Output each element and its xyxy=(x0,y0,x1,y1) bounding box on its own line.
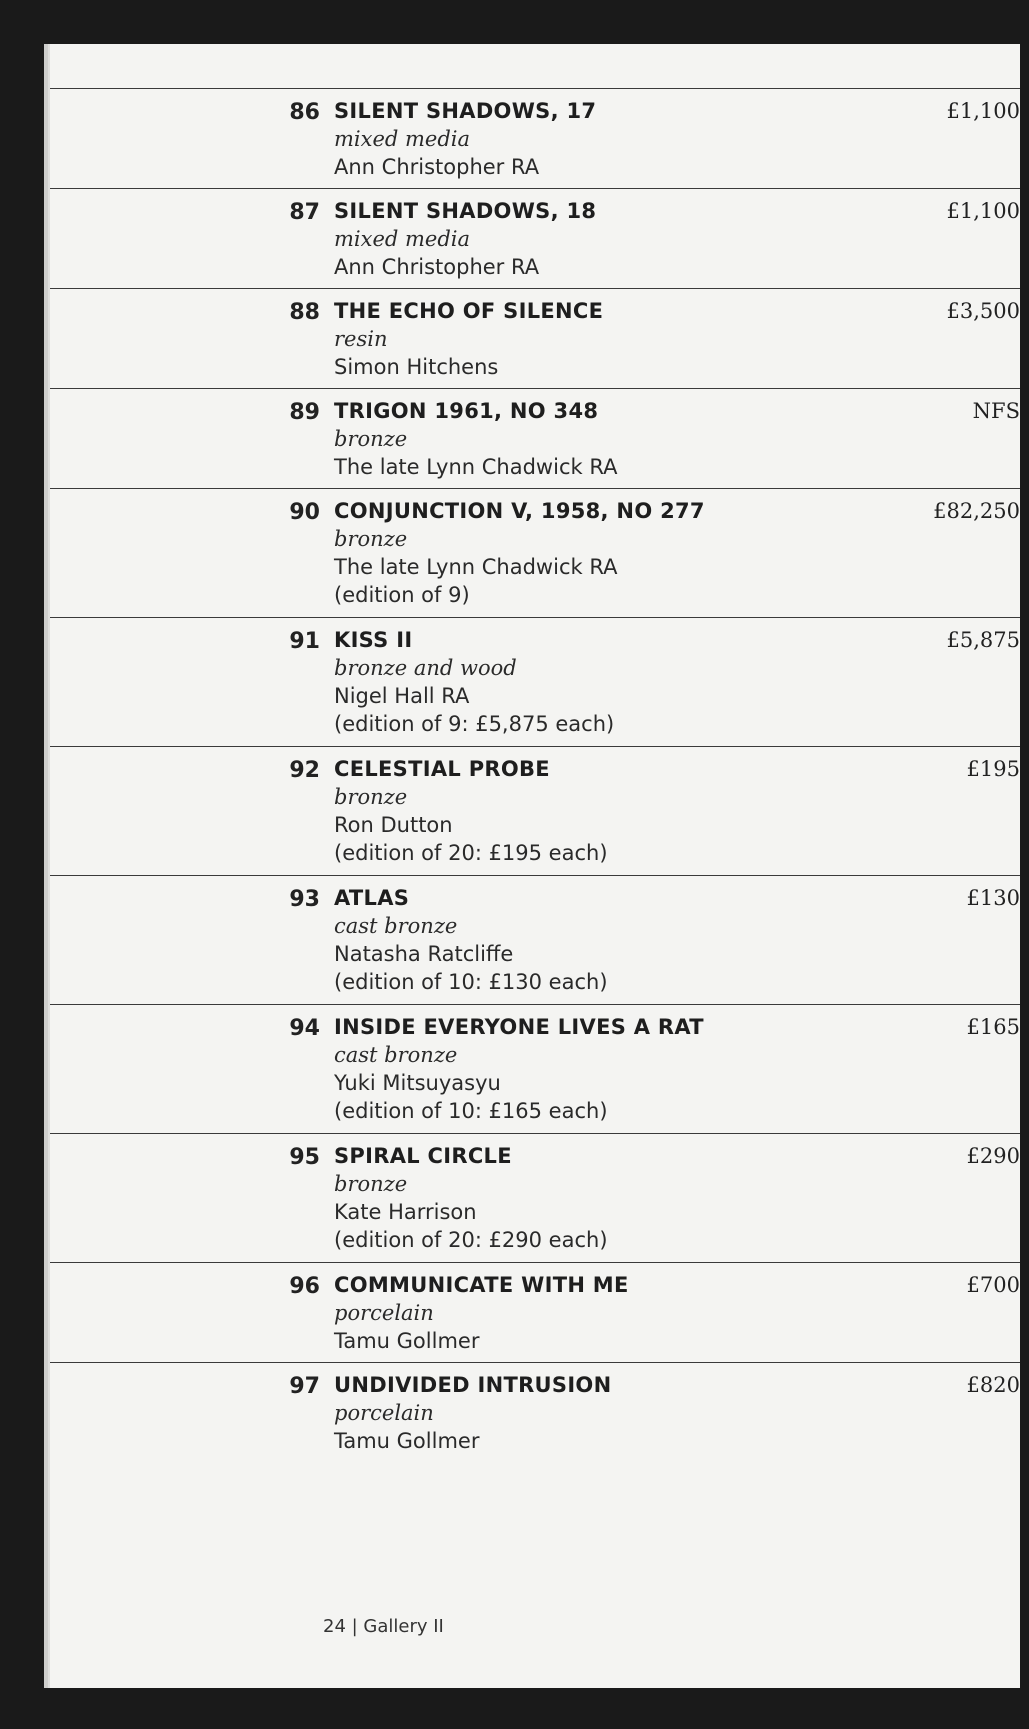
entry-artist: Nigel Hall RA xyxy=(334,684,470,708)
page-footer: 24 | Gallery II xyxy=(323,1616,444,1637)
entry-number: 94 xyxy=(289,1016,320,1041)
catalogue-entry-90 xyxy=(50,488,1020,617)
catalogue-entry-95 xyxy=(50,1133,1020,1262)
catalogue-page xyxy=(50,44,1020,1688)
entry-title: THE ECHO OF SILENCE xyxy=(334,299,604,323)
entry-edition: (edition of 20: £195 each) xyxy=(334,841,608,865)
entry-number: 95 xyxy=(289,1145,320,1170)
entry-artist: The late Lynn Chadwick RA xyxy=(334,555,618,579)
catalogue-entry-91 xyxy=(50,617,1020,746)
entry-artist: Yuki Mitsuyasyu xyxy=(334,1071,501,1095)
entry-price: £130 xyxy=(966,886,1020,910)
entry-body xyxy=(334,626,614,738)
entry-number: 90 xyxy=(289,500,320,525)
entry-number: 89 xyxy=(289,400,320,425)
entry-number: 93 xyxy=(289,887,320,912)
entry-artist: Kate Harrison xyxy=(334,1200,477,1224)
entry-edition: (edition of 10: £130 each) xyxy=(334,970,608,994)
entry-number: 92 xyxy=(289,758,320,783)
catalogue-entry-86 xyxy=(50,88,1020,188)
entry-body xyxy=(334,755,608,867)
entry-artist: Ann Christopher RA xyxy=(334,255,540,279)
entry-artist: Tamu Gollmer xyxy=(334,1429,480,1453)
entry-medium: bronze xyxy=(334,1172,408,1196)
entry-artist: The late Lynn Chadwick RA xyxy=(334,455,618,479)
entry-artist: Ann Christopher RA xyxy=(334,155,540,179)
entry-price: £165 xyxy=(966,1015,1020,1039)
entry-price: £3,500 xyxy=(946,299,1020,323)
entry-number: 96 xyxy=(289,1274,320,1299)
entry-edition: (edition of 10: £165 each) xyxy=(334,1099,608,1123)
entry-title: SILENT SHADOWS, 18 xyxy=(334,199,597,223)
catalogue-entry-87 xyxy=(50,188,1020,288)
entry-title: CELESTIAL PROBE xyxy=(334,757,550,781)
entry-number: 86 xyxy=(289,100,320,125)
entry-body xyxy=(334,1271,629,1355)
entry-medium: porcelain xyxy=(334,1401,434,1425)
entry-body xyxy=(334,197,596,281)
entry-title: CONJUNCTION V, 1958, NO 277 xyxy=(334,499,705,523)
entry-edition: (edition of 9) xyxy=(334,583,470,607)
entry-artist: Simon Hitchens xyxy=(334,355,499,379)
entry-medium: cast bronze xyxy=(334,1043,458,1067)
catalogue-entry-89 xyxy=(50,388,1020,488)
catalogue-entry-96 xyxy=(50,1262,1020,1362)
entry-price: £1,100 xyxy=(946,199,1020,223)
entry-title: TRIGON 1961, NO 348 xyxy=(334,399,599,423)
entry-medium: bronze xyxy=(334,785,408,809)
catalogue-entry-94 xyxy=(50,1004,1020,1133)
catalogue-entry-93 xyxy=(50,875,1020,1004)
entry-price: £5,875 xyxy=(946,628,1020,652)
entry-number: 91 xyxy=(289,629,320,654)
entry-medium: bronze xyxy=(334,527,408,551)
entry-price: £1,100 xyxy=(946,99,1020,123)
entry-body xyxy=(334,884,608,996)
entry-title: INSIDE EVERYONE LIVES A RAT xyxy=(334,1015,704,1039)
entry-number: 88 xyxy=(289,300,320,325)
entry-price: £195 xyxy=(966,757,1020,781)
entry-artist: Natasha Ratcliffe xyxy=(334,942,514,966)
entry-medium: bronze xyxy=(334,427,408,451)
entry-body xyxy=(334,1371,611,1455)
entry-medium: resin xyxy=(334,327,388,351)
entry-title: SPIRAL CIRCLE xyxy=(334,1144,512,1168)
entry-title: KISS II xyxy=(334,628,413,652)
entry-body xyxy=(334,1013,704,1125)
entry-medium: porcelain xyxy=(334,1301,434,1325)
entry-price: £820 xyxy=(966,1373,1020,1397)
entry-title: ATLAS xyxy=(334,886,410,910)
entry-price: £290 xyxy=(966,1144,1020,1168)
entry-title: COMMUNICATE WITH ME xyxy=(334,1273,629,1297)
entry-price: £82,250 xyxy=(933,499,1020,523)
entry-edition: (edition of 20: £290 each) xyxy=(334,1228,608,1252)
entry-medium: mixed media xyxy=(334,127,471,151)
entry-artist: Tamu Gollmer xyxy=(334,1329,480,1353)
entry-title: UNDIVIDED INTRUSION xyxy=(334,1373,612,1397)
entry-artist: Ron Dutton xyxy=(334,813,453,837)
entry-title: SILENT SHADOWS, 17 xyxy=(334,99,597,123)
catalogue-entry-97 xyxy=(50,1362,1020,1462)
entry-edition: (edition of 9: £5,875 each) xyxy=(334,712,615,736)
entry-medium: cast bronze xyxy=(334,914,458,938)
entry-price: NFS xyxy=(972,399,1020,423)
entry-body xyxy=(334,397,617,481)
catalogue-entry-92 xyxy=(50,746,1020,875)
entry-medium: bronze and wood xyxy=(334,656,517,680)
entry-number: 87 xyxy=(289,200,320,225)
catalogue-entry-88 xyxy=(50,288,1020,388)
entry-body xyxy=(334,297,603,381)
entry-price: £700 xyxy=(966,1273,1020,1297)
entry-number: 97 xyxy=(289,1374,320,1399)
entry-body xyxy=(334,1142,608,1254)
entry-body xyxy=(334,97,596,181)
entry-medium: mixed media xyxy=(334,227,471,251)
entry-list xyxy=(50,88,1020,1462)
entry-body xyxy=(334,497,705,609)
